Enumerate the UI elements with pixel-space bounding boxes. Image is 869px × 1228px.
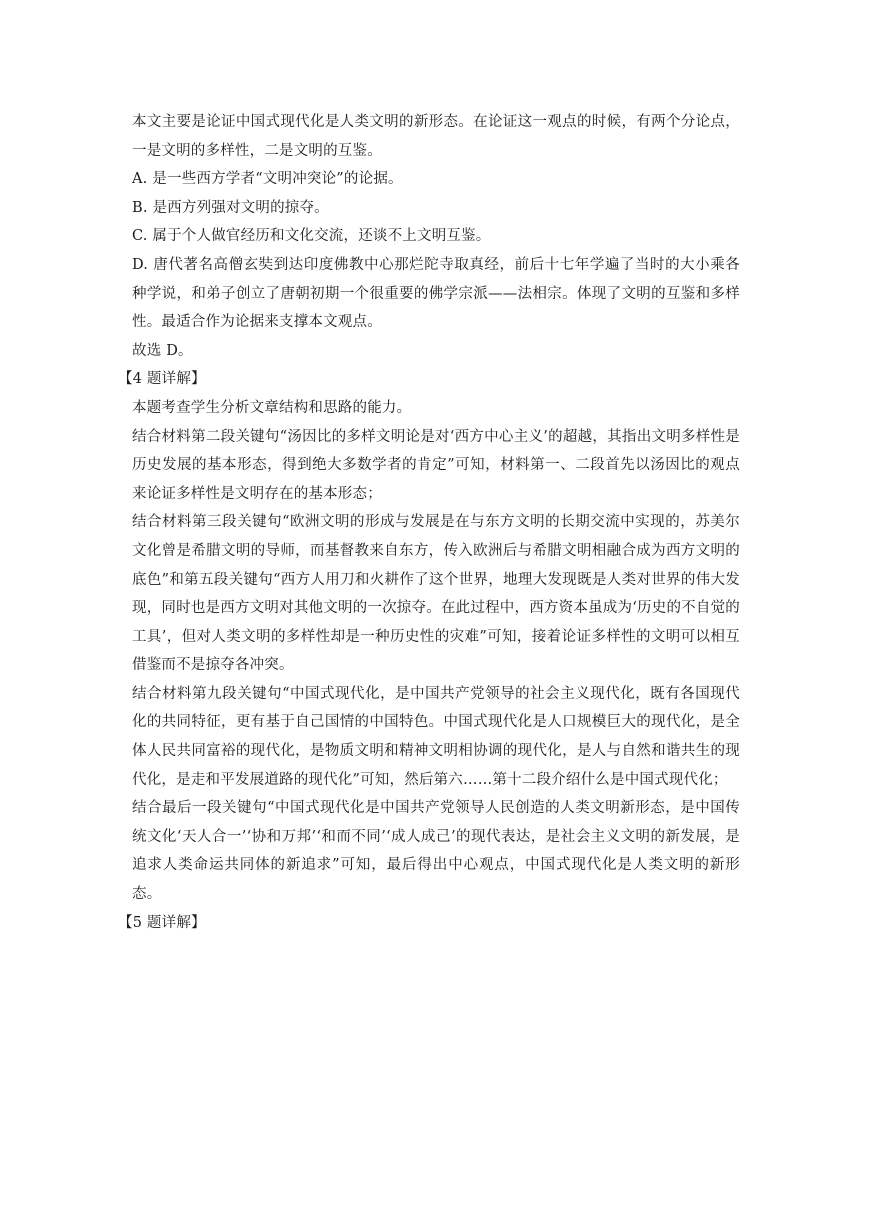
analysis-paragraph: 结合最后一段关键句“中国式现代化是中国共产党领导人民创造的人类文明新形态，是中国传统文化‘天人合一’‘协和万邦’‘和而不同’‘成人成己’的现代表达，是社会主义文明的新发展，是追求人类命运共同体的新追求”可知，最后得出中心观点，中国式现代化是人类文明的新形态。: [132, 800, 740, 903]
answer-explanation-body: [118, 108, 740, 937]
option-b: B. 是西方列强对文明的掠夺。: [132, 199, 329, 216]
question-4-intro: 本题考查学生分析文章结构和思路的能力。: [132, 399, 412, 416]
question-4-heading: 【4 题详解】: [118, 371, 206, 388]
analysis-paragraph: 结合材料第三段关键句“欧洲文明的形成与发展是在与东方文明的长期交流中实现的，苏美尔文化曾是希腊文明的导师，而基督教来自东方，传入欧洲后与希腊文明相融合成为西方文明的底色”和第五段关键句“西方人用刀和火耕作了这个世界，地理大发现既是人类对世界的伟大发现，同时也是西方文明对其他文明的一次掠夺。在此过程中，西方资本虽成为‘历史的不自觉的工具’，但对人类文明的多样性却是一种历史性的灾难”可知，接着论证多样性的文明可以相互借鉴而不是掠夺各冲突。: [132, 514, 740, 674]
question-5-heading: 【5 题详解】: [118, 914, 206, 931]
option-c: C. 属于个人做官经历和文化交流，还谈不上文明互鉴。: [132, 228, 491, 245]
option-d: D. 唐代著名高僧玄奘到达印度佛教中心那烂陀寺取真经，前后十七年学遍了当时的大小乘各种学说，和弟子创立了唐朝初期一个很重要的佛学宗派——法相宗。体现了文明的互鉴和多样性。最适合作为论据来支撑本文观点。: [132, 256, 740, 331]
analysis-paragraph: 结合材料第九段关键句“中国式现代化，是中国共产党领导的社会主义现代化，既有各国现代化的共同特征，更有基于自己国情的中国特色。中国式现代化是人口规模巨大的现代化，是全体人民共同富裕的现代化，是物质文明和精神文明相协调的现代化，是人与自然和谐共生的现代化，是走和平发展道路的现代化”可知，然后第六……第十二段介绍什么是中国式现代化；: [132, 685, 740, 788]
answer-choice: 故选 D。: [132, 342, 193, 359]
analysis-paragraph: 本文主要是论证中国式现代化是人类文明的新形态。在论证这一观点的时候，有两个分论点，一是文明的多样性，二是文明的互鉴。: [132, 114, 740, 159]
option-a: A. 是一些西方学者“文明冲突论”的论据。: [132, 171, 403, 188]
analysis-paragraph: 结合材料第二段关键句“汤因比的多样文明论是对‘西方中心主义’的超越，其指出文明多样性是历史发展的基本形态，得到绝大多数学者的肯定”可知，材料第一、二段首先以汤因比的观点来论证多样性是文明存在的基本形态；: [132, 428, 740, 502]
